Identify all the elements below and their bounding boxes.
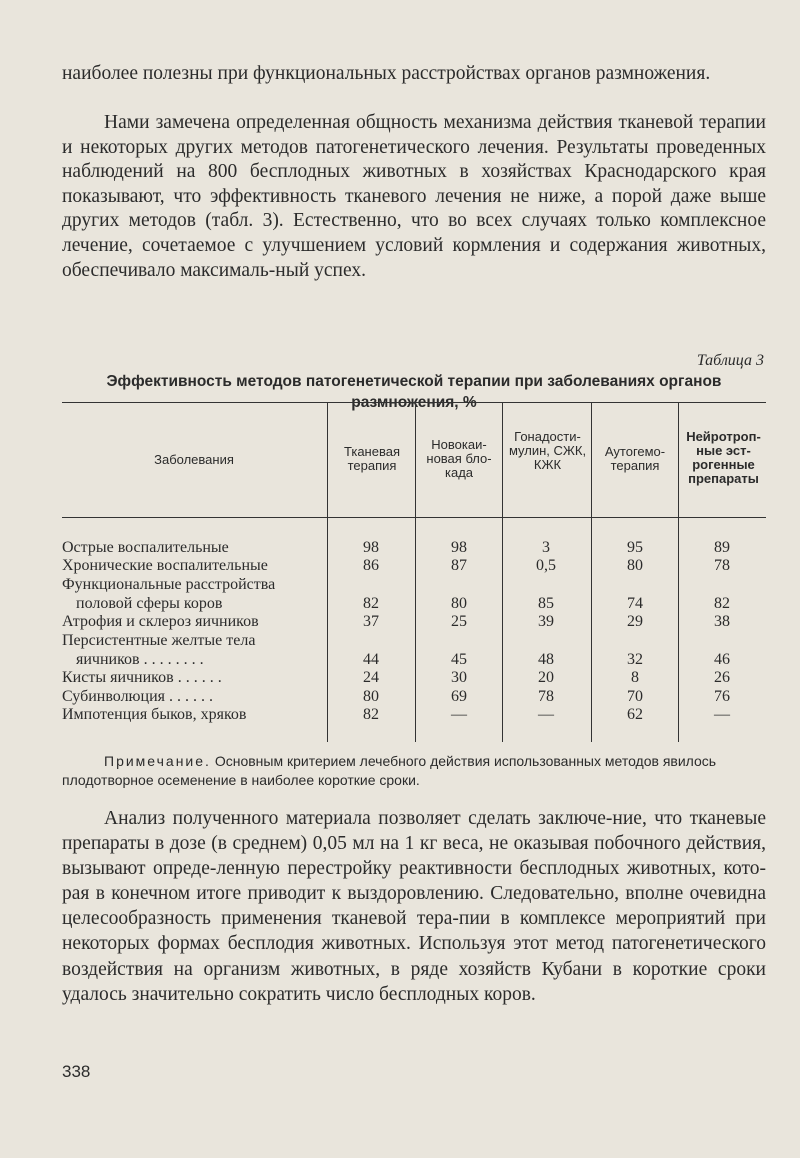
header-novocaine-block: Новокаи-новая бло-када [426, 437, 492, 480]
row-label: Хронические воспалительные [62, 557, 268, 574]
table-cell: 76 [714, 688, 730, 705]
page-number: 338 [62, 1062, 91, 1081]
table-cell: 48 [538, 651, 554, 668]
table-cell: 62 [627, 706, 643, 723]
header-neurotropic: Нейротроп-ные эст-рогенные препараты [686, 429, 761, 486]
table-cell: 0,5 [536, 557, 556, 574]
table-cell: 87 [451, 557, 467, 574]
column-divider [415, 402, 416, 742]
table-note [62, 752, 766, 790]
column-divider [591, 402, 592, 742]
table-header-rule [62, 517, 766, 518]
column-divider [502, 402, 503, 742]
row-label-continued: яичников . . . . . . . . [76, 651, 204, 668]
row-label: Острые воспалительные [62, 539, 229, 556]
table-cell: 95 [627, 539, 643, 556]
header-gonadotropin: Гонадости-мулин, СЖК, КЖК [508, 429, 587, 472]
column-divider [678, 402, 679, 742]
table-cell: 30 [451, 669, 467, 686]
table-cell: 98 [451, 539, 467, 556]
row-label: Функциональные расстройства [62, 576, 276, 593]
table-cell: 82 [363, 595, 379, 612]
note-label: Примечание. [104, 753, 211, 769]
table-cell: — [451, 706, 467, 723]
table-cell: 25 [451, 613, 467, 630]
table-cell: 80 [363, 688, 379, 705]
table-title-line-1: Эффективность методов патогенетической терапии при заболеваниях органов [106, 373, 722, 390]
table-cell: 80 [451, 595, 467, 612]
table-cell: 82 [714, 595, 730, 612]
row-label: Персистентные желтые тела [62, 632, 256, 649]
paragraph-intro: наиболее полезны при функциональных расстройствах органов размножения. [62, 63, 711, 84]
note-text: Основным критерием лечебного действия использованных методов явилось плодотворное осеменение в наиболее короткие сроки. [62, 753, 717, 788]
header-tissue-therapy: Тканевая терапия [343, 444, 400, 473]
table-cell: 29 [627, 613, 643, 630]
table-cell: 80 [627, 557, 643, 574]
row-label: Импотенция быков, хряков [62, 706, 247, 723]
table-cell: 45 [451, 651, 467, 668]
table-cell: — [538, 706, 554, 723]
table-cell: 70 [627, 688, 643, 705]
table-cell: 98 [363, 539, 379, 556]
paragraph-observations: Нами замечена определенная общность механизма действия тканевой терапии и некоторых других методов патогенетического лечения. Результаты проведенных наблюдений на 800 бесплодных животных в хозяйствах Краснодарского края показывают, что эффективность тканевого лечения не ниже, а порой даже выше других методов (табл. 3). Естественно, что во всех случаях только комплексное лечение, сочетаемое с улучшением условий кормления и содержания животных, обеспечивало максималь-ный успех. [62, 112, 766, 281]
row-label: Кисты яичников . . . . . . [62, 669, 222, 686]
table-cell: — [714, 706, 730, 723]
table-cell: 8 [631, 669, 639, 686]
table-cell: 78 [538, 688, 554, 705]
table-cell: 37 [363, 613, 379, 630]
table-cell: 86 [363, 557, 379, 574]
row-label-continued: половой сферы коров [76, 595, 223, 612]
table-cell: 32 [627, 651, 643, 668]
table-cell: 20 [538, 669, 554, 686]
table-cell: 39 [538, 613, 554, 630]
table-cell: 78 [714, 557, 730, 574]
table-title-line-2: размножения, % [351, 394, 477, 411]
table-title [62, 352, 766, 413]
paragraph-conclusion: Анализ полученного материала позволяет сделать заключе-ние, что тканевые препараты в дозе (в среднем) 0,05 мл на 1 кг веса, не оказывая побочного действия, вызывают опреде-ленную перестройку реактивности бесплодных животных, кото-рая в конечном итоге приводит к выздоровлению. Следовательно, вполне очевидна целесообразность применения тканевой тера-пии в комплексе мероприятий при некоторых формах бесплодия животных. Используя этот метод патогенетического воздействия на организм животных, в ряде хозяйств Кубани в короткие сроки удалось значительно сократить число бесплодных коров. [62, 808, 766, 1005]
table-cell: 85 [538, 595, 554, 612]
table-cell: 89 [714, 539, 730, 556]
header-disease: Заболевания [154, 452, 234, 467]
row-label: Атрофия и склероз яичников [62, 613, 259, 630]
table-cell: 46 [714, 651, 730, 668]
column-divider [327, 402, 328, 742]
table-cell: 69 [451, 688, 467, 705]
table-number: Таблица 3 [696, 352, 764, 369]
table-cell: 26 [714, 669, 730, 686]
header-autohemotherapy: Аутогемо-терапия [604, 444, 666, 473]
table-cell: 44 [363, 651, 379, 668]
table-top-rule [62, 402, 766, 403]
table-cell: 82 [363, 706, 379, 723]
table-cell: 3 [542, 539, 550, 556]
table-cell: 74 [627, 595, 643, 612]
table-cell: 38 [714, 613, 730, 630]
row-label: Субинволюция . . . . . . [62, 688, 213, 705]
table-cell: 24 [363, 669, 379, 686]
